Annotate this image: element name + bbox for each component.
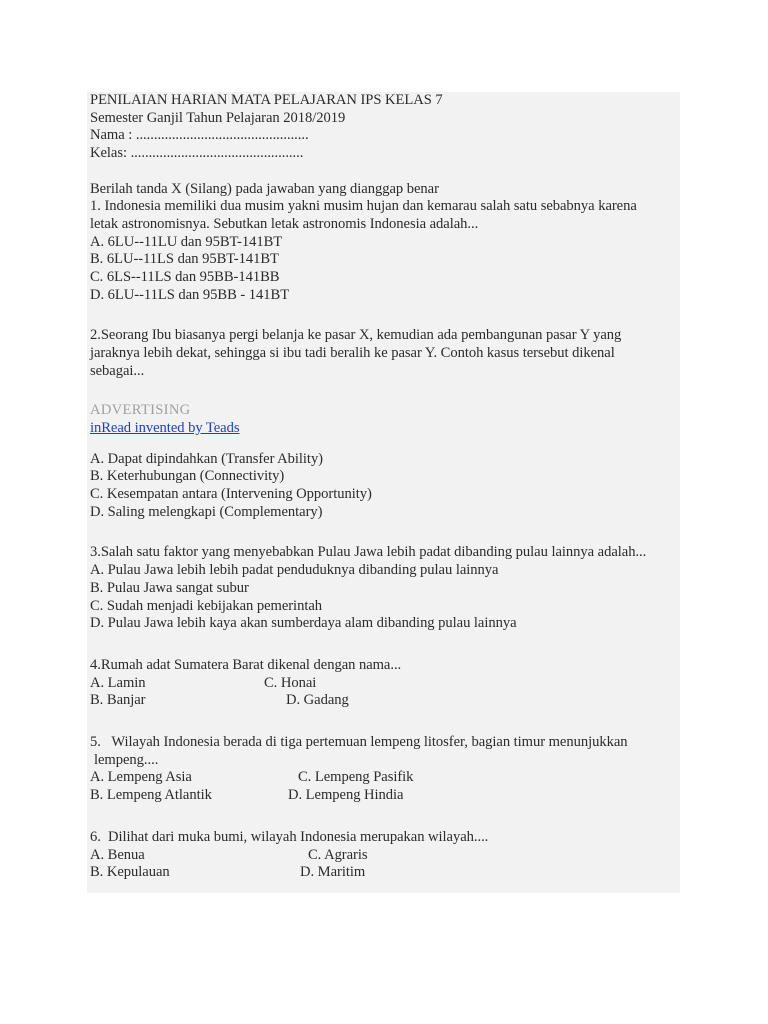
question-text: 5. Wilayah Indonesia berada di tiga pertemuan lempeng litosfer, bagian timur menunjukkan [90,734,628,751]
advertisement [90,402,678,437]
option-d: D. Pulau Jawa lebih kaya akan sumberdaya alam dibanding pulau lainnya [90,615,517,632]
options-row [90,787,678,805]
question-text: 3.Salah satu faktor yang menyebabkan Pulau Jawa lebih padat dibanding pulau lainnya adalah... [90,544,647,561]
option-d: D. 6LU--11LS dan 95BB - 141BT [90,286,290,303]
question-text: sebagai... [90,362,145,379]
option-d: D. Saling melengkapi (Complementary) [90,503,323,520]
options-row [90,692,678,710]
option-c: C. Kesempatan antara (Intervening Opportunity) [90,486,372,503]
option-c: C. Honai [264,674,317,691]
option-b: B. Kepulauan [90,864,170,881]
ad-link[interactable]: inRead invented by Teads [90,419,240,436]
option-b: B. Lempeng Atlantik [90,787,212,804]
semester-line: Semester Ganjil Tahun Pelajaran 2018/2019 [90,109,346,126]
question-text: lempeng.... [94,751,159,768]
instruction-text: Berilah tanda X (Silang) pada jawaban yang dianggap benar [90,180,439,197]
option-b: B. Banjar [90,692,146,709]
option-b: B. 6LU--11LS dan 95BT-141BT [90,251,279,268]
option-a: A. Lempeng Asia [90,769,192,786]
option-c: C. Sudah menjadi kebijakan pemerintah [90,597,322,614]
question-text: 1. Indonesia memiliki dua musim yakni musim hujan dan kemarau salah satu sebabnya karena [90,198,637,215]
option-a: A. 6LU--11LU dan 95BT-141BT [90,233,283,250]
question-text: letak astronomisnya. Sebutkan letak astronomis Indonesia adalah... [90,215,479,232]
option-a: A. Dapat dipindahkan (Transfer Ability) [90,450,323,467]
question-1 [90,198,678,304]
question-2 [90,327,678,380]
question-text: 2.Seorang Ibu biasanya pergi belanja ke pasar X, kemudian ada pembangunan pasar Y yang [90,327,622,344]
option-c: C. 6LS--11LS dan 95BB-141BB [90,269,280,286]
document-content [90,92,678,882]
nama-field: Nama : ................................................ [90,127,309,144]
options-row [90,769,678,787]
question-text: 6. Dilihat dari muka bumi, wilayah Indonesia merupakan wilayah.... [90,828,489,845]
document-title: PENILAIAN HARIAN MATA PELAJARAN IPS KELAS 7 [90,92,443,108]
question-text: 4.Rumah adat Sumatera Barat dikenal dengan nama... [90,656,402,673]
option-c: C. Agraris [308,846,368,863]
question-6 [90,829,678,882]
option-a: A. Benua [90,846,145,863]
ad-label: ADVERTISING [90,402,191,419]
options-row [90,847,678,865]
option-b: B. Pulau Jawa sangat subur [90,579,249,596]
option-a: A. Pulau Jawa lebih lebih padat penduduknya dibanding pulau lainnya [90,562,499,579]
question-5 [90,734,678,805]
question-text: jaraknya lebih dekat, sehingga si ibu tadi beralih ke pasar Y. Contoh kasus tersebut dikenal [90,344,615,361]
options-row [90,864,678,882]
option-d: D. Lempeng Hindia [288,787,404,804]
question-4 [90,657,678,710]
kelas-field: Kelas: ................................................ [90,145,304,162]
question-2-options [90,451,678,522]
option-c: C. Lempeng Pasifik [298,769,414,786]
option-d: D. Maritim [300,864,366,881]
option-d: D. Gadang [286,692,349,709]
option-a: A. Lamin [90,674,146,691]
options-row [90,675,678,693]
option-b: B. Keterhubungan (Connectivity) [90,468,285,485]
document-page [87,92,680,893]
question-3 [90,544,678,633]
